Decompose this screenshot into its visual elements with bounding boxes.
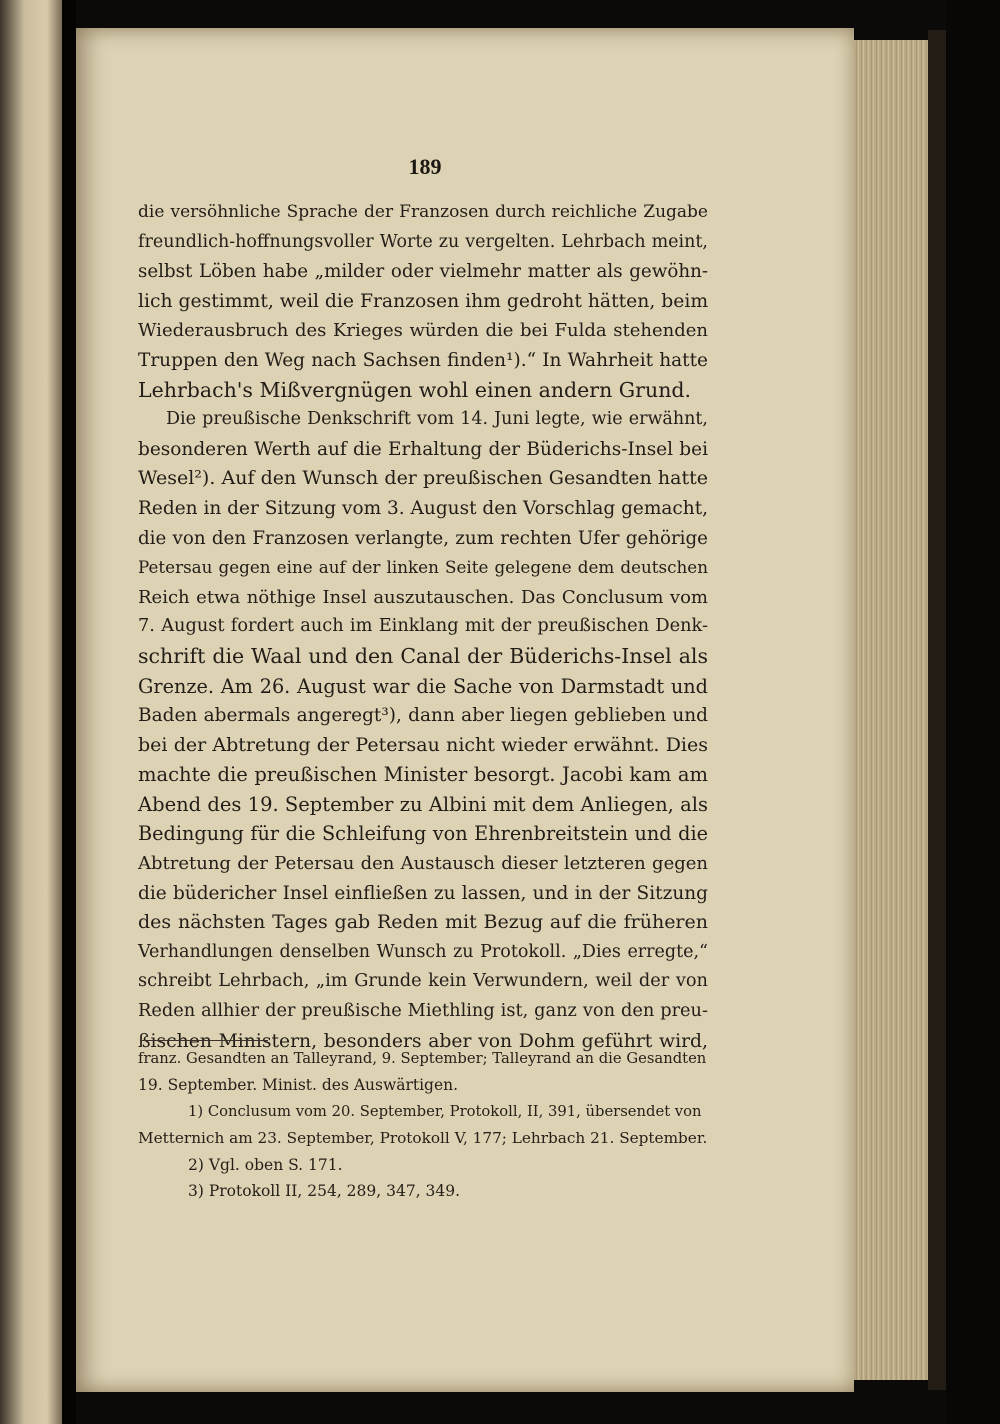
body-line: lich gestimmt, weil die Franzosen ihm gedroht hätten, beim <box>138 290 709 312</box>
footnote-line: 2) Vgl. oben S. 171. <box>188 1155 343 1174</box>
footnote-rule <box>140 1040 268 1041</box>
body-text <box>138 198 708 1056</box>
body-line: besonderen Werth auf die Erhaltung der Büderichs-Insel bei <box>138 438 708 460</box>
background-right <box>946 0 1000 1424</box>
body-line: Reden in der Sitzung vom 3. August den Vorschlag gemacht, <box>138 497 709 519</box>
body-line: Wesel²). Auf den Wunsch der preußischen Gesandten hatte <box>138 467 708 490</box>
body-line: Wiederausbruch des Krieges würden die bei Fulda stehenden <box>138 320 708 342</box>
footnote-line: Metternich am 23. September, Protokoll V, 177; Lehrbach 21. September. <box>138 1129 708 1148</box>
footnote-line: 3) Protokoll II, 254, 289, 347, 349. <box>188 1182 461 1201</box>
book-cover-edge <box>928 30 946 1390</box>
body-line: machte die preußischen Minister besorgt. Jacobi kam am <box>138 763 708 787</box>
left-page-edge <box>0 0 62 1424</box>
footnote-line: 19. September. Minist. des Auswärtigen. <box>138 1076 459 1095</box>
body-line: Bedingung für die Schleifung von Ehrenbreitstein und die <box>138 822 708 846</box>
body-line: Grenze. Am 26. August war die Sache von Darmstadt und <box>138 674 708 698</box>
body-line: Lehrbach's Mißvergnügen wohl einen andern Grund. <box>138 377 692 402</box>
body-line: schreibt Lehrbach, „im Grunde kein Verwundern, weil der von <box>138 971 708 992</box>
body-line: Abend des 19. September zu Albini mit dem Anliegen, als <box>138 792 708 816</box>
body-line: bei der Abtretung der Petersau nicht wieder erwähnt. Dies <box>138 733 708 756</box>
footnotes <box>138 1046 708 1204</box>
body-line: die büdericher Insel einfließen zu lassen, und in der Sitzung <box>138 882 708 904</box>
book-gutter <box>62 0 76 1424</box>
body-line: die von den Franzosen verlangte, zum rechten Ufer gehörige <box>138 527 708 549</box>
body-line: Die preußische Denkschrift vom 14. Juni legte, wie erwähnt, <box>166 409 708 430</box>
footnote-line: 1) Conclusum vom 20. September, Protokoll, II, 391, übersendet von <box>188 1102 702 1120</box>
body-line: die versöhnliche Sprache der Franzosen durch reichliche Zugabe <box>138 202 708 222</box>
body-line: freundlich-hoffnungsvoller Worte zu vergelten. Lehrbach meint, <box>138 231 708 252</box>
page-number: 189 <box>408 154 442 179</box>
body-line: schrift die Waal und den Canal der Büderichs-Insel als <box>138 643 708 668</box>
body-line: des nächsten Tages gab Reden mit Bezug auf die früheren <box>138 911 708 934</box>
body-line: Reich etwa nöthige Insel auszutauschen. Das Conclusum vom <box>138 586 708 608</box>
body-line: Truppen den Weg nach Sachsen finden¹).“ In Wahrheit hatte <box>138 349 708 371</box>
body-line: Verhandlungen denselben Wunsch zu Protokoll. „Dies erregte,“ <box>138 941 708 962</box>
footnote-line: franz. Gesandten an Talleyrand, 9. September; Talleyrand an die Gesandten <box>138 1050 707 1067</box>
body-line: 7. August fordert auch im Einklang mit der preußischen Denk- <box>138 616 708 637</box>
body-line: Abtretung der Petersau den Austausch dieser letzteren gegen <box>138 853 708 875</box>
body-line: ßischen Ministern, besonders aber von Dohm geführt wird, <box>138 1030 708 1052</box>
body-line: selbst Löben habe „milder oder vielmehr matter als gewöhn- <box>138 261 708 283</box>
body-line: Petersau gegen eine auf der linken Seite gelegene dem deutschen <box>138 557 708 578</box>
body-line: Reden allhier der preußische Miethling ist, ganz von den preu- <box>138 1001 708 1022</box>
body-line: Baden abermals angeregt³), dann aber liegen geblieben und <box>138 705 708 727</box>
